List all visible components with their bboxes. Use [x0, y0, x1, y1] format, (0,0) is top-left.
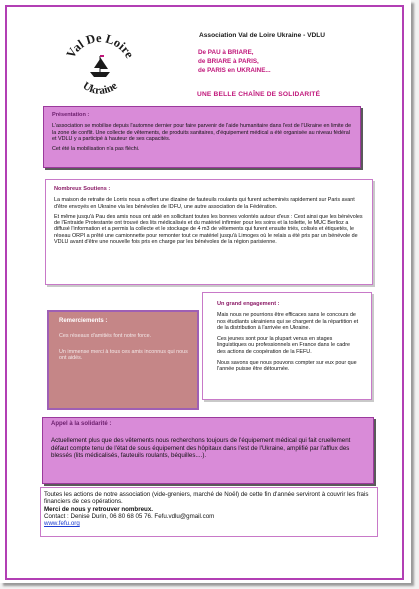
- soutiens-paragraph-2: Et même jusqu'à Pau des amis nous ont aidé en sollicitant toutes les bonnes volontés autour d'eux : Cest ainsi que les bénévoles de l'Entraide Protestante ont trouvé des lits médicalisés et du matériel infirmier pour les soins et la toilette, le MUC Berlioz a diffusé l'information et a permis la collecte et le stockage de 4 m3 de vêtements qui furent ensuite triés, colisés et étiquetés, le réseau ORPI a prêté une camionnette pour remonter tout ce matériel jusqu'à Limoges où le relais a été pris par un bénévole de VDLU avant d'être une nouvelle fois pris en charge par les bénévoles de la région parisienne.: [54, 213, 363, 246]
- remerciements-box: [47, 310, 199, 410]
- presentation-box: [43, 106, 361, 168]
- soutiens-box: [45, 179, 373, 285]
- presentation-paragraph-1: L'association se mobilise depuis l'automne dernier pour faire parvenir de l'aide humanitaire dans l'est de l'Ukraine en limite de la zone de conflit. Une collecte de vêtements, de produits sanitaires, d'équipement médical a été organisée au niveau fédéral et VDLU y a participé à hauteur de ses capacités.: [52, 123, 352, 142]
- appel-text: Actuellement plus que des vêtements nous recherchons toujours de l'équipement médical qui fait cruellement défaut compte tenu de l'état de sous équipement des hôpitaux dans l'est de l'Ukraine, amplifié par l'afflux des blessés (lits médicalisés, fauteuils roulants, béquilles....).: [51, 437, 351, 459]
- footer-box: [40, 487, 378, 537]
- remerciements-paragraph-1: Ces réseaux d'amitiés font notre force.: [59, 333, 152, 340]
- association-logo: [60, 28, 140, 108]
- footer-contact: Contact : Denise Durin, 06 80 68 05 76. Fefu.vdlu@gmail.com: [44, 512, 215, 520]
- boat-icon: [90, 55, 110, 77]
- website-link[interactable]: www.fefu.org: [44, 520, 80, 528]
- appel-title: Appel à la solidarité :: [51, 421, 112, 427]
- appel-box: [42, 417, 374, 484]
- remerciements-paragraph-2: Un immense merci à tous ces amis inconnus qui nous ont aidés.: [59, 348, 188, 362]
- association-name: Association Val de Loire Ukraine - VDLU: [199, 32, 326, 39]
- route-lines: [198, 48, 271, 75]
- logo-bottom-text: Ukraine: [80, 79, 120, 97]
- soutiens-title: Nombreux Soutiens :: [54, 186, 111, 192]
- svg-text:Ukraine: [81, 80, 120, 97]
- route-line-1: De PAU à BRIARE,: [198, 49, 254, 56]
- route-line-3: de PARIS en UKRAINE...: [198, 67, 271, 74]
- presentation-paragraph-2: Cet été la mobilisation n'a pas fléchi.: [52, 146, 140, 153]
- footer-thanks: Merci de nous y retrouver nombreux.: [44, 505, 153, 513]
- remerciements-title: Remerciements :: [59, 318, 108, 324]
- presentation-title: Présentation :: [52, 112, 90, 118]
- engagement-paragraph-1: Mais nous ne pourrions être efficaces sans le concours de nos étudiants ukrainiens qui se chargent de la répartition et de la distribution à l'arrivée en Ukraine.: [217, 312, 359, 331]
- logo-top-text: Val De Loire: [63, 30, 137, 61]
- footer-text: Toutes les actions de notre association (vide-greniers, marché de Noël) de cette fin d'année serviront à couvrir les frais financiers de ces opérations.: [44, 491, 369, 506]
- engagement-paragraph-2: Ces jeunes sont pour la plupart venus en stages linguistiques ou professionnels en France dans le cadre des actions de coopération de la FEFU.: [217, 336, 351, 355]
- slogan: UNE BELLE CHAÎNE DE SOLIDARITÉ: [197, 91, 321, 98]
- soutiens-paragraph-1: La maison de retraite de Lorris nous a offert une dizaine de fauteuils roulants qui furent acheminés rapidement sur Paris avant d'être envoyés en Ukraine via les bénévoles de IDFU, une autre association de la Fédération.: [54, 197, 355, 210]
- engagement-paragraph-3: Nous savons que nous pouvons compter sur eux pour que l'année puisse être détournée.: [217, 360, 357, 373]
- engagement-box: [202, 292, 372, 400]
- route-line-2: de BRIARE à PARIS,: [198, 58, 259, 65]
- engagement-title: Un grand engagement :: [217, 301, 280, 307]
